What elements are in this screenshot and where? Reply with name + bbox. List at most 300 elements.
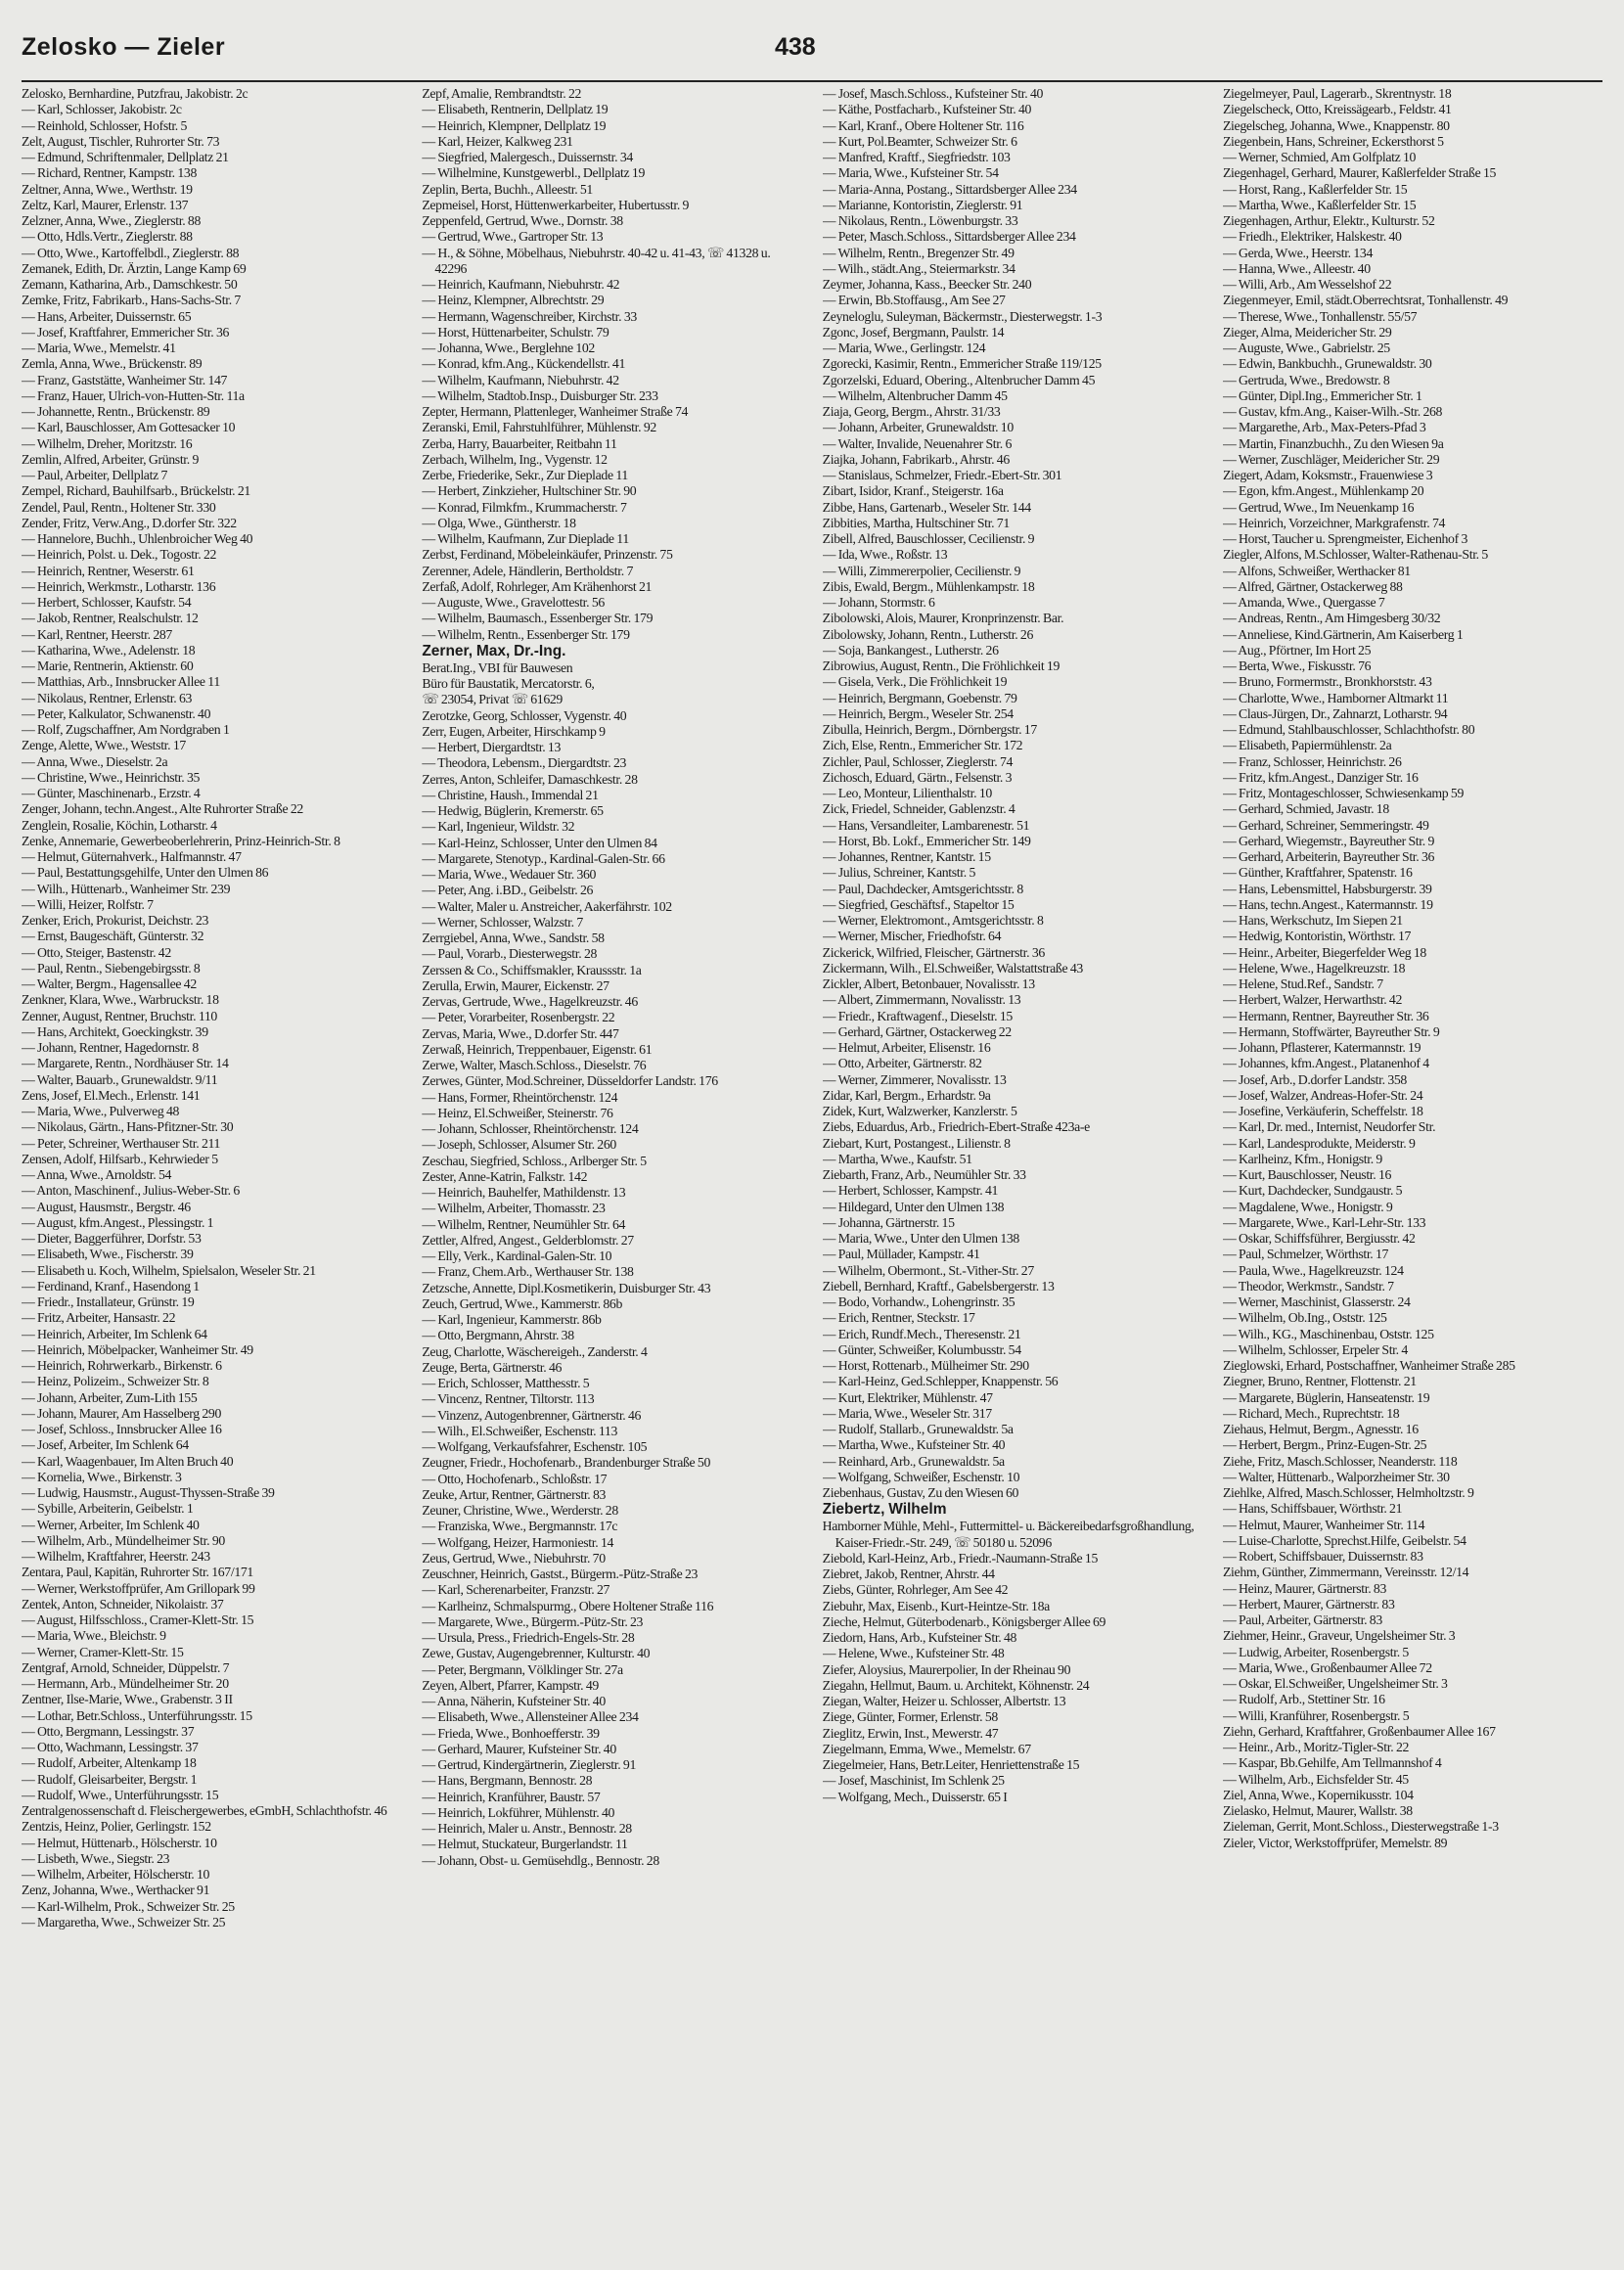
directory-entry: — Werner, Zuschläger, Meidericher Str. 29 xyxy=(1222,451,1440,467)
directory-entry: Zickler, Albert, Betonbauer, Novalisstr. 13 xyxy=(822,976,1035,991)
header-rule xyxy=(22,80,1602,82)
directory-entry: — Wilhelm, Rentner, Neumühler Str. 64 xyxy=(422,1216,626,1232)
directory-entry: Zieglitz, Erwin, Inst., Mewerstr. 47 xyxy=(822,1725,999,1741)
directory-entry: — Rolf, Zugschaffner, Am Nordgraben 1 xyxy=(22,722,230,737)
directory-entry: — Theodora, Lebensm., Diergardtstr. 23 xyxy=(422,755,627,771)
directory-entry: — Frieda, Wwe., Bonhoefferstr. 39 xyxy=(422,1725,600,1741)
directory-entry: — Helmut, Güternahverk., Halfmannstr. 47 xyxy=(22,849,242,864)
directory-entry: — Werner, Schmied, Am Golfplatz 10 xyxy=(1222,150,1417,164)
directory-entry: — Willi, Heizer, Rolfstr. 7 xyxy=(22,896,154,912)
directory-entry: — Wilhelm, Kaufmann, Niebuhrstr. 42 xyxy=(422,372,619,387)
directory-entry: — Werner, Maschinist, Glasserstr. 24 xyxy=(1222,1294,1411,1309)
directory-entry: — Karl, Bauschlosser, Am Gottesacker 10 xyxy=(22,420,236,435)
directory-entry: — Nikolaus, Gärtn., Hans-Pfitzner-Str. 30 xyxy=(22,1119,234,1135)
directory-entry: — Karl, Kranf., Obere Holtener Str. 116 xyxy=(822,117,1024,133)
directory-entry: — Auguste, Wwe., Gabrielstr. 25 xyxy=(1222,340,1390,355)
directory-entry: — Maria, Wwe., Pulverweg 48 xyxy=(22,1104,180,1118)
directory-entry: — Berta, Wwe., Fiskusstr. 76 xyxy=(1222,658,1372,673)
directory-entry: — Ferdinand, Kranf., Hasendong 1 xyxy=(22,1278,200,1294)
directory-entry: Zentralgenossenschaft d. Fleischergewerbes, eGmbH, Schlachthofstr. 46 xyxy=(22,1803,387,1818)
directory-entry: Zemlin, Alfred, Arbeiter, Grünstr. 9 xyxy=(22,451,200,467)
directory-entry: — Heinrich, Bergm., Weseler Str. 254 xyxy=(822,705,1014,721)
directory-entry: — Josef, Kraftfahrer, Emmericher Str. 36 xyxy=(22,324,230,340)
directory-entry: Zerwaß, Heinrich, Treppenbauer, Eigenstr. 61 xyxy=(422,1041,653,1057)
directory-entry: — Anna, Wwe., Arnoldstr. 54 xyxy=(22,1167,172,1182)
directory-entry: — Hermann, Rentner, Bayreuther Str. 36 xyxy=(1222,1008,1429,1023)
directory-entry: — Heinrich, Arbeiter, Im Schlenk 64 xyxy=(22,1326,207,1341)
directory-entry: — Bruno, Formermstr., Bronkhorststr. 43 xyxy=(1222,674,1432,690)
directory-entry: — Amanda, Wwe., Quergasse 7 xyxy=(1222,595,1385,610)
directory-entry: — Anna, Näherin, Kufsteiner Str. 40 xyxy=(422,1694,606,1708)
directory-entry: Ziegenbein, Hans, Schreiner, Eckersthorst 5 xyxy=(1222,133,1444,149)
directory-entry: — Kurt, Pol.Beamter, Schweizer Str. 6 xyxy=(822,133,1017,149)
directory-entry: Zibrowius, August, Rentn., Die Fröhlichkeit 19 xyxy=(822,658,1060,673)
directory-entry: Ziegenhagen, Arthur, Elektr., Kulturstr. 52 xyxy=(1222,213,1435,228)
directory-entry: Zenker, Erich, Prokurist, Deichstr. 23 xyxy=(22,913,209,928)
directory-entry: — Wilhelm, Rentn., Essenberger Str. 179 xyxy=(422,626,630,642)
directory-entry: Ziehn, Gerhard, Kraftfahrer, Großenbaumer Allee 167 xyxy=(1222,1723,1496,1739)
directory-entry: — Gerhard, Maurer, Kufsteiner Str. 40 xyxy=(422,1741,616,1756)
directory-entry: Zeyneloglu, Suleyman, Bäckermstr., Diesterwegstr. 1-3 xyxy=(822,308,1103,324)
directory-entry: — Claus-Jürgen, Dr., Zahnarzt, Lotharstr. 94 xyxy=(1222,705,1448,721)
directory-entry: — Auguste, Wwe., Gravelottestr. 56 xyxy=(422,595,605,610)
directory-entry: — Helmut, Hüttenarb., Hölscherstr. 10 xyxy=(22,1835,217,1850)
directory-entry: — Horst, Bb. Lokf., Emmericher Str. 149 xyxy=(822,833,1031,848)
directory-entry: — Maria-Anna, Postang., Sittardsberger Allee 234 xyxy=(822,181,1077,197)
directory-entry: — Konrad, Filmkfm., Krummacherstr. 7 xyxy=(422,499,627,515)
directory-entry: — Rudolf, Stallarb., Grunewaldstr. 5a xyxy=(822,1422,1014,1436)
directory-entry: — Paul, Schmelzer, Wörthstr. 17 xyxy=(1222,1247,1389,1262)
directory-entry: Zickermann, Wilh., El.Schweißer, Walstattstraße 43 xyxy=(822,960,1083,976)
directory-entry: — Karl, Scherenarbeiter, Franzstr. 27 xyxy=(422,1582,610,1598)
directory-entry: — Wilhelmine, Kunstgewerbl., Dellplatz 19 xyxy=(422,165,646,181)
directory-entry: — Paula, Wwe., Hagelkreuzstr. 124 xyxy=(1222,1262,1404,1278)
directory-entry: — Marie, Rentnerin, Aktienstr. 60 xyxy=(22,658,194,673)
directory-entry: — Otto, Hdls.Vertr., Zieglerstr. 88 xyxy=(22,229,193,245)
directory-entry: — Herbert, Schlosser, Kaufstr. 54 xyxy=(22,595,192,610)
directory-entry: — Kurt, Dachdecker, Sundgaustr. 5 xyxy=(1222,1183,1403,1199)
directory-entry: — Maria, Wwe., Kufsteiner Str. 54 xyxy=(822,165,999,181)
directory-entry: Ziege, Günter, Former, Erlenstr. 58 xyxy=(822,1709,998,1725)
directory-entry: — Heinz, Polizeim., Schweizer Str. 8 xyxy=(22,1374,209,1389)
directory-entry: Ziaja, Georg, Bergm., Ahrstr. 31/33 xyxy=(822,404,1001,419)
directory-entry: — Walter, Hüttenarb., Walporzheimer Str. 30 xyxy=(1222,1469,1450,1484)
directory-entry: — Hanna, Wwe., Alleestr. 40 xyxy=(1222,260,1371,276)
directory-entry: — Margarete, Stenotyp., Kardinal-Galen-Str. 66 xyxy=(422,850,665,866)
directory-entry: — Oskar, El.Schweißer, Ungelsheimer Str. 3 xyxy=(1222,1676,1448,1691)
directory-entry: — Horst, Rottenarb., Mülheimer Str. 290 xyxy=(822,1358,1029,1373)
directory-entry: Zielasko, Helmut, Maurer, Wallstr. 38 xyxy=(1222,1803,1413,1818)
directory-entry: — Wilh., städt.Ang., Steiermarkstr. 34 xyxy=(822,260,1015,276)
directory-entry: — Günter, Dipl.Ing., Emmericher Str. 1 xyxy=(1222,387,1422,403)
directory-entry: Zendel, Paul, Rentn., Holtener Str. 330 xyxy=(22,499,216,515)
directory-entry: Ziebenhaus, Gustav, Zu den Wiesen 60 xyxy=(822,1485,1019,1500)
directory-entry: — Otto, Bergmann, Ahrstr. 38 xyxy=(422,1328,574,1343)
directory-entry: — Heinrich, Polst. u. Dek., Togostr. 22 xyxy=(22,547,217,563)
directory-entry: — Heinrich, Rohrwerkarb., Birkenstr. 6 xyxy=(22,1358,222,1373)
directory-entry: — Reinhard, Arb., Grunewaldstr. 5a xyxy=(822,1453,1005,1469)
directory-entry: — Nikolaus, Rentner, Erlenstr. 63 xyxy=(22,690,193,705)
directory-entry: — Wilhelm, Obermont., St.-Vither-Str. 27 xyxy=(822,1262,1034,1278)
directory-entry: Ziebarth, Franz, Arb., Neumühler Str. 33 xyxy=(822,1167,1026,1182)
directory-entry: Zelosko, Bernhardine, Putzfrau, Jakobistr. 2c xyxy=(22,86,248,101)
directory-entry: Zieler, Victor, Werkstoffprüfer, Memelstr. 89 xyxy=(1222,1835,1448,1850)
directory-entry: Zgorecki, Kasimir, Rentn., Emmericher Straße 119/125 xyxy=(822,356,1102,372)
directory-entry: Ziegenmeyer, Emil, städt.Oberrechtsrat, Tonhallenstr. 49 xyxy=(1222,293,1509,308)
directory-entry: — Margarete, Rentn., Nordhäuser Str. 14 xyxy=(22,1056,229,1071)
directory-entry: — Johann, Arbeiter, Grunewaldstr. 10 xyxy=(822,420,1014,435)
directory-entry: — Heinr., Arb., Moritz-Tigler-Str. 22 xyxy=(1222,1740,1410,1754)
directory-entry: Ziegahn, Hellmut, Baum. u. Architekt, Köhnenstr. 24 xyxy=(822,1677,1090,1693)
directory-entry: — Heinrich, Bauhelfer, Mathildenstr. 13 xyxy=(422,1185,626,1200)
directory-entry: Zervas, Maria, Wwe., D.dorfer Str. 447 xyxy=(422,1025,619,1041)
directory-entry: — Werner, Cramer-Klett-Str. 15 xyxy=(22,1644,184,1659)
directory-entry: — Joseph, Schlosser, Alsumer Str. 260 xyxy=(422,1137,616,1153)
directory-entry: — Maria, Wwe., Großenbaumer Allee 72 xyxy=(1222,1659,1432,1675)
directory-entry: — Elisabeth u. Koch, Wilhelm, Spielsalon, Weseler Str. 21 xyxy=(22,1262,316,1278)
directory-entry: — Wilhelm, Baumasch., Essenberger Str. 179 xyxy=(422,611,654,626)
directory-entry: — Heinrich, Klempner, Dellplatz 19 xyxy=(422,117,607,133)
directory-entry: — Hans, Bergmann, Bennostr. 28 xyxy=(422,1773,593,1789)
directory-entry: Ziegan, Walter, Heizer u. Schlosser, Albertstr. 13 xyxy=(822,1694,1066,1708)
column-2 xyxy=(422,86,801,2258)
directory-entry: — Hedwig, Büglerin, Kremerstr. 65 xyxy=(422,803,604,818)
directory-entry: — Stanislaus, Schmelzer, Friedr.-Ebert-Str. 301 xyxy=(822,468,1062,482)
directory-entry: Ziebs, Eduardus, Arb., Friedrich-Ebert-Straße 423a-e xyxy=(822,1119,1090,1135)
directory-entry: Ziehaus, Helmut, Bergm., Agnesstr. 16 xyxy=(1222,1422,1419,1436)
directory-entry: — Gerhard, Schreiner, Semmeringstr. 49 xyxy=(1222,817,1429,833)
directory-entry: Zeuke, Artur, Rentner, Gärtnerstr. 83 xyxy=(422,1486,607,1502)
directory-entry: — Walter, Bergm., Hagensallee 42 xyxy=(22,976,197,991)
directory-entry: — Herbert, Walzer, Herwarthstr. 42 xyxy=(1222,992,1402,1008)
directory-entry: Zeuch, Gertrud, Wwe., Kammerstr. 86b xyxy=(422,1295,623,1311)
directory-entry: Zick, Friedel, Schneider, Gablenzstr. 4 xyxy=(822,801,1015,817)
directory-entry: Zerotzke, Georg, Schlosser, Vygenstr. 40 xyxy=(422,707,627,723)
directory-entry: Zewe, Gustav, Augengebrenner, Kulturstr. 40 xyxy=(422,1646,651,1661)
directory-entry: — Ludwig, Arbeiter, Rosenbergstr. 5 xyxy=(1222,1644,1409,1659)
directory-entry: — Werner, Elektromont., Amtsgerichtsstr. 8 xyxy=(822,913,1044,928)
directory-entry: — Herbert, Schlosser, Kampstr. 41 xyxy=(822,1183,999,1199)
directory-entry: Zenz, Johanna, Wwe., Werthacker 91 xyxy=(22,1883,210,1898)
directory-entry: — Anton, Maschinenf., Julius-Weber-Str. 6 xyxy=(22,1183,240,1199)
directory-entry: — Werner, Schlosser, Walzstr. 7 xyxy=(422,914,583,930)
directory-entry: — Otto, Wwe., Kartoffelbdl., Zieglerstr. 88 xyxy=(22,245,240,260)
directory-entry: — Anna, Wwe., Dieselstr. 2a xyxy=(22,753,168,769)
directory-entry: — Martha, Wwe., Kaßlerfelder Str. 15 xyxy=(1222,197,1417,212)
directory-entry: — Julius, Schreiner, Kantstr. 5 xyxy=(822,865,976,881)
directory-entry: Zidar, Karl, Bergm., Erhardstr. 9a xyxy=(822,1087,991,1103)
running-head: Zelosko — Zieler xyxy=(22,33,226,61)
directory-entry: — Egon, kfm.Angest., Mühlenkamp 20 xyxy=(1222,483,1424,499)
directory-entry: — Wilhelm, Arb., Mündelheimer Str. 90 xyxy=(22,1532,225,1548)
directory-entry: Zeppenfeld, Gertrud, Wwe., Dornstr. 38 xyxy=(422,213,623,228)
directory-entry: — Johannette, Rentn., Brückenstr. 89 xyxy=(22,404,210,419)
directory-entry: — Sybille, Arbeiterin, Geibelstr. 1 xyxy=(22,1501,194,1517)
directory-entry: Ziebell, Bernhard, Kraftf., Gabelsbergerstr. 13 xyxy=(822,1278,1055,1294)
directory-entry: — Wilhelm, Kaufmann, Zur Dieplade 11 xyxy=(422,531,629,546)
directory-entry: — Erich, Rundf.Mech., Theresenstr. 21 xyxy=(822,1326,1021,1341)
directory-entry: — Heinrich, Rentner, Weserstr. 61 xyxy=(22,563,195,578)
directory-entry: Ziegelmann, Emma, Wwe., Memelstr. 67 xyxy=(822,1741,1031,1756)
directory-entry: — Margarete, Wwe., Karl-Lehr-Str. 133 xyxy=(1222,1214,1426,1230)
directory-entry: — Helmut, Stuckateur, Burgerlandstr. 11 xyxy=(422,1837,628,1852)
column-3 xyxy=(823,86,1202,2258)
directory-entry: Zeus, Gertrud, Wwe., Niebuhrstr. 70 xyxy=(422,1550,606,1566)
directory-entry: — Günter, Maschinenarb., Erzstr. 4 xyxy=(22,786,201,800)
directory-entry: Zeltz, Karl, Maurer, Erlenstr. 137 xyxy=(22,197,189,212)
directory-entry: Zentek, Anton, Schneider, Nikolaistr. 37 xyxy=(22,1596,224,1612)
directory-entry: — Helene, Wwe., Hagelkreuzstr. 18 xyxy=(1222,960,1406,976)
directory-entry: Zerbach, Wilhelm, Ing., Vygenstr. 12 xyxy=(422,451,608,467)
directory-entry: Ziegelscheg, Johanna, Wwe., Knappenstr. 80 xyxy=(1222,117,1450,133)
directory-entry: Zerwes, Günter, Mod.Schreiner, Düsseldorfer Landstr. 176 xyxy=(422,1073,718,1089)
directory-entry: Büro für Baustatik, Mercatorstr. 6, xyxy=(422,676,595,691)
directory-entry: — Josef, Arb., D.dorfer Landstr. 358 xyxy=(1222,1071,1407,1087)
directory-entry: Zibbities, Martha, Hultschiner Str. 71 xyxy=(822,515,1010,530)
directory-entry: Ziehm, Günther, Zimmermann, Vereinsstr. 12/14 xyxy=(1222,1565,1469,1580)
directory-entry: — Bodo, Vorhandw., Lohengrinstr. 35 xyxy=(822,1294,1015,1309)
directory-entry: — Elisabeth, Wwe., Allensteiner Allee 234 xyxy=(422,1709,639,1725)
directory-entry: — Wilhelm, Dreher, Moritzstr. 16 xyxy=(22,435,193,451)
directory-entry: — Martin, Finanzbuchh., Zu den Wiesen 9a xyxy=(1222,435,1444,451)
directory-entry: Zensen, Adolf, Hilfsarb., Kehrwieder 5 xyxy=(22,1151,218,1166)
directory-entry: — Aug., Pförtner, Im Hort 25 xyxy=(1222,642,1372,658)
directory-entry: — Josefine, Verkäuferin, Scheffelstr. 18 xyxy=(1222,1104,1423,1118)
directory-entry: — Johanna, Wwe., Berglehne 102 xyxy=(422,340,595,355)
directory-entry: — Wilhelm, Arbeiter, Hölscherstr. 10 xyxy=(22,1867,210,1882)
directory-entry: — Käthe, Postfacharb., Kufsteiner Str. 40 xyxy=(822,102,1032,117)
directory-entry: Zepter, Hermann, Plattenleger, Wanheimer Straße 74 xyxy=(422,404,689,419)
directory-entry: — Maria, Wwe., Bleichstr. 9 xyxy=(22,1628,166,1644)
directory-entry: — Helene, Stud.Ref., Sandstr. 7 xyxy=(1222,976,1383,991)
page-number: 438 xyxy=(775,33,816,61)
directory-entry: — Christine, Wwe., Heinrichstr. 35 xyxy=(22,769,201,785)
directory-entry: — Johann, Maurer, Am Hasselberg 290 xyxy=(22,1405,222,1421)
directory-entry: — Heinrich, Werkmstr., Lotharstr. 136 xyxy=(22,578,216,594)
directory-entry: — Franz, Gaststätte, Wanheimer Str. 147 xyxy=(22,372,228,387)
directory-entry: — Hans, Lebensmittel, Habsburgerstr. 39 xyxy=(1222,881,1432,896)
directory-entry: — Gertrud, Wwe., Gartroper Str. 13 xyxy=(422,229,604,245)
directory-entry: — Karlheinz, Kfm., Honigstr. 9 xyxy=(1222,1151,1382,1166)
directory-entry: Zeplin, Berta, Buchh., Alleestr. 51 xyxy=(422,181,593,197)
directory-entry: — Martha, Wwe., Kufsteiner Str. 40 xyxy=(822,1437,1006,1453)
directory-entry: — Alfons, Schweißer, Werthacker 81 xyxy=(1222,563,1411,578)
directory-entry: — Therese, Wwe., Tonhallenstr. 55/57 xyxy=(1222,308,1418,324)
directory-entry: Zeug, Charlotte, Wäschereigeh., Zanderstr. 4 xyxy=(422,1343,648,1359)
directory-entry: Ziehmer, Heinr., Graveur, Ungelsheimer Str. 3 xyxy=(1222,1628,1456,1644)
directory-entry: — Franz, Chem.Arb., Werthauser Str. 138 xyxy=(422,1264,634,1280)
directory-entry: Ziebart, Kurt, Postangest., Lilienstr. 8 xyxy=(822,1135,1011,1151)
directory-entry: — Peter, Bergmann, Völklinger Str. 27a xyxy=(422,1661,623,1677)
directory-entry: Zerenner, Adele, Händlerin, Bertholdstr. 7 xyxy=(422,563,634,578)
directory-entry: — Karl-Heinz, Schlosser, Unter den Ulmen 84 xyxy=(422,835,657,850)
directory-entry: — Josef, Arbeiter, Im Schlenk 64 xyxy=(22,1437,189,1453)
directory-entry: — Peter, Masch.Schloss., Sittardsberger Allee 234 xyxy=(822,229,1076,245)
directory-entry: — Margaretha, Wwe., Schweizer Str. 25 xyxy=(22,1914,226,1930)
directory-entry: — Hans, Arbeiter, Duissernstr. 65 xyxy=(22,308,192,324)
directory-entry: — Friedr., Kraftwagenf., Dieselstr. 15 xyxy=(822,1008,1013,1023)
directory-entry: — Josef, Masch.Schloss., Kufsteiner Str. 40 xyxy=(822,86,1044,101)
directory-entry: — Paul, Arbeiter, Gärtnerstr. 83 xyxy=(1222,1612,1382,1627)
directory-entry: Zeltner, Anna, Wwe., Werthstr. 19 xyxy=(22,181,193,197)
directory-entry: Zeymer, Johanna, Kass., Beecker Str. 240 xyxy=(822,277,1032,292)
directory-entry: — Wilh., Hüttenarb., Wanheimer Str. 239 xyxy=(22,881,231,896)
directory-entry: — Johannes, kfm.Angest., Platanenhof 4 xyxy=(1222,1056,1429,1071)
directory-entry: Zerbst, Ferdinand, Möbeleinkäufer, Prinzenstr. 75 xyxy=(422,547,673,563)
directory-entry: — Wilh., El.Schweißer, Eschenstr. 113 xyxy=(422,1423,618,1438)
directory-entry: Zerres, Anton, Schleifer, Damaschkestr. 28 xyxy=(422,771,638,787)
directory-entry: — Hedwig, Kontoristin, Wörthstr. 17 xyxy=(1222,929,1412,944)
directory-entry: — Wolfgang, Verkaufsfahrer, Eschenstr. 105 xyxy=(422,1439,648,1454)
directory-entry: — Gerhard, Gärtner, Ostackerweg 22 xyxy=(822,1023,1012,1039)
directory-entry: — Hannelore, Buchh., Uhlenbroicher Weg 40 xyxy=(22,531,253,546)
directory-entry: — Gertruda, Wwe., Bredowstr. 8 xyxy=(1222,372,1390,387)
directory-entry: — Elisabeth, Wwe., Fischerstr. 39 xyxy=(22,1247,194,1262)
directory-entry: Ziefer, Aloysius, Maurerpolier, In der Rheinau 90 xyxy=(822,1661,1071,1677)
directory-entry: Zester, Anne-Katrin, Falkstr. 142 xyxy=(422,1168,588,1184)
directory-entry: — Hans, Architekt, Goeckingkstr. 39 xyxy=(22,1023,208,1039)
directory-entry: Ziebret, Jakob, Rentner, Ahrstr. 44 xyxy=(822,1566,995,1581)
directory-entry: — Hermann, Wagenschreiber, Kirchstr. 33 xyxy=(422,308,637,324)
directory-entry: — Josef, Schloss., Innsbrucker Allee 16 xyxy=(22,1422,222,1436)
directory-entry: — Reinhold, Schlosser, Hofstr. 5 xyxy=(22,117,188,133)
directory-entry: Ziegelmeyer, Paul, Lagerarb., Skrentnystr. 18 xyxy=(1222,86,1452,101)
directory-entry: — Paul, Vorarb., Diesterwegstr. 28 xyxy=(422,946,598,962)
directory-entry: — Hans, Schiffsbauer, Wörthstr. 21 xyxy=(1222,1501,1403,1517)
directory-entry: — Erich, Rentner, Steckstr. 17 xyxy=(822,1310,975,1326)
directory-entry: — Rudolf, Gleisarbeiter, Bergstr. 1 xyxy=(22,1771,198,1787)
directory-entry: — Gerhard, Wiegemstr., Bayreuther Str. 9 xyxy=(1222,833,1435,848)
directory-entry: Ziegert, Adam, Koksmstr., Frauenwiese 3 xyxy=(1222,468,1433,482)
directory-entry: — Paul, Bestattungsgehilfe, Unter den Ulmen 86 xyxy=(22,865,269,881)
directory-entry: — Helmut, Arbeiter, Elisenstr. 16 xyxy=(822,1040,991,1055)
directory-entry: Zentzis, Heinz, Polier, Gerlingstr. 152 xyxy=(22,1819,211,1835)
directory-entry: — Maria, Wwe., Weseler Str. 317 xyxy=(822,1405,992,1421)
directory-entry: — Lothar, Betr.Schloss., Unterführungsstr. 15 xyxy=(22,1707,252,1723)
directory-entry: Ziebold, Karl-Heinz, Arb., Friedr.-Naumann-Straße 15 xyxy=(822,1550,1098,1566)
directory-entry: Zerr, Eugen, Arbeiter, Hirschkamp 9 xyxy=(422,723,606,739)
directory-entry: Zepf, Amalie, Rembrandtstr. 22 xyxy=(422,86,582,101)
directory-entry: — Hermann, Arb., Mündelheimer Str. 20 xyxy=(22,1676,229,1691)
directory-entry: Ziajka, Johann, Fabrikarb., Ahrstr. 46 xyxy=(822,451,1010,467)
directory-entry: Ziegler, Alfons, M.Schlosser, Walter-Rathenau-Str. 5 xyxy=(1222,547,1488,563)
directory-entry: — Willi, Arb., Am Wesselshof 22 xyxy=(1222,277,1392,292)
directory-entry: — Wilhelm, Rentn., Bregenzer Str. 49 xyxy=(822,245,1015,260)
directory-entry: — Ida, Wwe., Roßstr. 13 xyxy=(822,547,948,563)
directory-entry: — Christine, Haush., Immendal 21 xyxy=(422,787,599,802)
directory-entry: — Otto, Bergmann, Lessingstr. 37 xyxy=(22,1723,195,1739)
directory-entry: — H., & Söhne, Möbelhaus, Niebuhrstr. 40-42 u. 41-43, ☏ 41328 u. 42296 xyxy=(422,245,771,276)
directory-entry: — Heinrich, Vorzeichner, Markgrafenstr. 74 xyxy=(1222,515,1446,530)
directory-entry: — Paul, Müllader, Kampstr. 41 xyxy=(822,1247,980,1262)
directory-entry: — Johanna, Gärtnerstr. 15 xyxy=(822,1214,955,1230)
column-4 xyxy=(1223,86,1602,2258)
directory-entry: — Gertrud, Wwe., Im Neuenkamp 16 xyxy=(1222,499,1415,515)
directory-entry: — Heinrich, Bergmann, Goebenstr. 79 xyxy=(822,690,1017,705)
directory-entry: Zidek, Kurt, Walzwerker, Kanzlerstr. 5 xyxy=(822,1104,1017,1118)
directory-entry: Zerssen & Co., Schiffsmakler, Kraussstr. 1a xyxy=(422,962,642,977)
directory-entry: — Erwin, Bb.Stoffausg., Am See 27 xyxy=(822,293,1006,308)
directory-entry: — Charlotte, Wwe., Hamborner Altmarkt 11 xyxy=(1222,690,1449,705)
directory-entry: — Karl, Ingenieur, Kammerstr. 86b xyxy=(422,1312,602,1327)
directory-entry: Zieglowski, Erhard, Postschaffner, Wanheimer Straße 285 xyxy=(1222,1358,1515,1373)
directory-entry: — Wilhelm, Altenbrucher Damm 45 xyxy=(822,387,1008,403)
directory-entry: — Heinz, Maurer, Gärtnerstr. 83 xyxy=(1222,1580,1387,1596)
directory-entry: Zepmeisel, Horst, Hüttenwerkarbeiter, Hubertusstr. 9 xyxy=(422,197,690,212)
directory-entry: — Elisabeth, Papiermühlenstr. 2a xyxy=(1222,738,1392,753)
directory-entry: — Wilh., KG., Maschinenbau, Oststr. 125 xyxy=(1222,1326,1434,1341)
directory-entry: — Gerhard, Schmied, Javastr. 18 xyxy=(1222,801,1389,817)
directory-entry: Hamborner Mühle, Mehl-, Futtermittel- u. Bäckereibedarfsgroßhandlung, Kaiser-Friedr.-Str. 249, ☏ 50180 u. 52096 xyxy=(822,1519,1195,1550)
directory-entry: — Rudolf, Arbeiter, Altenkamp 18 xyxy=(22,1755,197,1771)
directory-entry: — Wilhelm, Arbeiter, Thomasstr. 23 xyxy=(422,1201,606,1216)
directory-entry: — Josef, Maschinist, Im Schlenk 25 xyxy=(822,1773,1005,1789)
directory-entry: — Nikolaus, Rentn., Löwenburgstr. 33 xyxy=(822,213,1018,228)
directory-entry: — Friedh., Elektriker, Halskestr. 40 xyxy=(1222,229,1402,245)
directory-entry: Ziegelscheck, Otto, Kreissägearb., Feldstr. 41 xyxy=(1222,102,1452,117)
directory-entry: Zichosch, Eduard, Gärtn., Felsenstr. 3 xyxy=(822,769,1013,785)
directory-entry: — Horst, Taucher u. Sprengmeister, Eichenhof 3 xyxy=(1222,531,1467,546)
directory-entry: — Helene, Wwe., Kufsteiner Str. 48 xyxy=(822,1646,1005,1661)
directory-entry: — Herbert, Diergardtstr. 13 xyxy=(422,740,561,754)
directory-entry: Zibis, Ewald, Bergm., Mühlenkampstr. 18 xyxy=(822,578,1035,594)
directory-entry: Zenglein, Rosalie, Köchin, Lotharstr. 4 xyxy=(22,817,217,833)
directory-entry: — Rudolf, Wwe., Unterführungsstr. 15 xyxy=(22,1787,219,1802)
directory-entry: — Hildegard, Unter den Ulmen 138 xyxy=(822,1199,1005,1214)
directory-entry: — Elly, Verk., Kardinal-Galen-Str. 10 xyxy=(422,1248,612,1263)
directory-entry: — August, Hausmstr., Bergstr. 46 xyxy=(22,1199,191,1214)
directory-entry: — Hans, techn.Angest., Katermannstr. 19 xyxy=(1222,896,1433,912)
directory-entry: — Kornelia, Wwe., Birkenstr. 3 xyxy=(22,1469,182,1484)
directory-entry: — Peter, Vorarbeiter, Rosenbergstr. 22 xyxy=(422,1010,615,1025)
directory-entry: — Werner, Zimmerer, Novalisstr. 13 xyxy=(822,1071,1007,1087)
directory-entry: — Herbert, Zinkzieher, Hultschiner Str. 90 xyxy=(422,483,637,499)
directory-entry: — Johann, Rentner, Hagedornstr. 8 xyxy=(22,1040,199,1055)
directory-entry: — Soja, Bankangest., Lutherstr. 26 xyxy=(822,642,999,658)
directory-entry: Zelt, August, Tischler, Ruhrorter Str. 73 xyxy=(22,133,220,149)
directory-entry: — Helmut, Maurer, Wanheimer Str. 114 xyxy=(1222,1517,1425,1532)
directory-entry: — Franz, Hauer, Ulrich-von-Hutten-Str. 11a xyxy=(22,387,245,403)
directory-entry: — Peter, Schreiner, Werthauser Str. 211 xyxy=(22,1135,221,1151)
directory-entry: — Karl-Heinz, Ged.Schlepper, Knappenstr. 56 xyxy=(822,1374,1059,1389)
directory-entry-heading: Zerner, Max, Dr.-Ing. xyxy=(422,642,566,659)
directory-entry: — Otto, Wachmann, Lessingstr. 37 xyxy=(22,1740,199,1754)
directory-entry: — Walter, Invalide, Neuenahrer Str. 6 xyxy=(822,435,1013,451)
directory-entry: — Heinz, Klempner, Albrechtstr. 29 xyxy=(422,293,605,308)
directory-entry: — Karl-Wilhelm, Prok., Schweizer Str. 25 xyxy=(22,1898,235,1914)
directory-entry: — Siegfried, Geschäftsf., Stapeltor 15 xyxy=(822,896,1015,912)
directory-entry: Zeuner, Christine, Wwe., Werderstr. 28 xyxy=(422,1503,618,1518)
directory-entry: — Gisela, Verk., Die Fröhlichkeit 19 xyxy=(822,674,1008,690)
directory-entry: Ziel, Anna, Wwe., Kopernikusstr. 104 xyxy=(1222,1787,1414,1802)
directory-entry: Zeugner, Friedr., Hochofenarb., Brandenburger Straße 50 xyxy=(422,1455,710,1471)
directory-entry: Ziegelmeier, Hans, Betr.Leiter, Henriettenstraße 15 xyxy=(822,1757,1080,1772)
page-header xyxy=(22,33,1602,74)
directory-entry: — Matthias, Arb., Innsbrucker Allee 11 xyxy=(22,674,220,690)
directory-entry: Zetzsche, Annette, Dipl.Kosmetikerin, Duisburger Str. 43 xyxy=(422,1280,711,1295)
directory-entry: Ziebs, Günter, Rohrleger, Am See 42 xyxy=(822,1582,1009,1598)
directory-entry: — Johann, Pflasterer, Katermannstr. 19 xyxy=(1222,1040,1421,1055)
directory-entry: — Werner, Werkstoffprüfer, Am Grillopark 99 xyxy=(22,1580,255,1596)
directory-entry: — Luise-Charlotte, Sprechst.Hilfe, Geibelstr. 54 xyxy=(1222,1532,1466,1548)
directory-entry: Zerfaß, Adolf, Rohrleger, Am Krähenhorst 21 xyxy=(422,578,653,594)
directory-entry: Berat.Ing., VBI für Bauwesen xyxy=(422,659,573,675)
directory-entry: Ziehlke, Alfred, Masch.Schlosser, Helmholtzstr. 9 xyxy=(1222,1485,1474,1500)
directory-entry: — Richard, Mech., Ruprechtstr. 18 xyxy=(1222,1405,1400,1421)
directory-entry: — Marianne, Kontoristin, Zieglerstr. 91 xyxy=(822,197,1023,212)
directory-entry: — Peter, Kalkulator, Schwanenstr. 40 xyxy=(22,705,211,721)
directory-entry: — Walter, Bauarb., Grunewaldstr. 9/11 xyxy=(22,1071,218,1087)
